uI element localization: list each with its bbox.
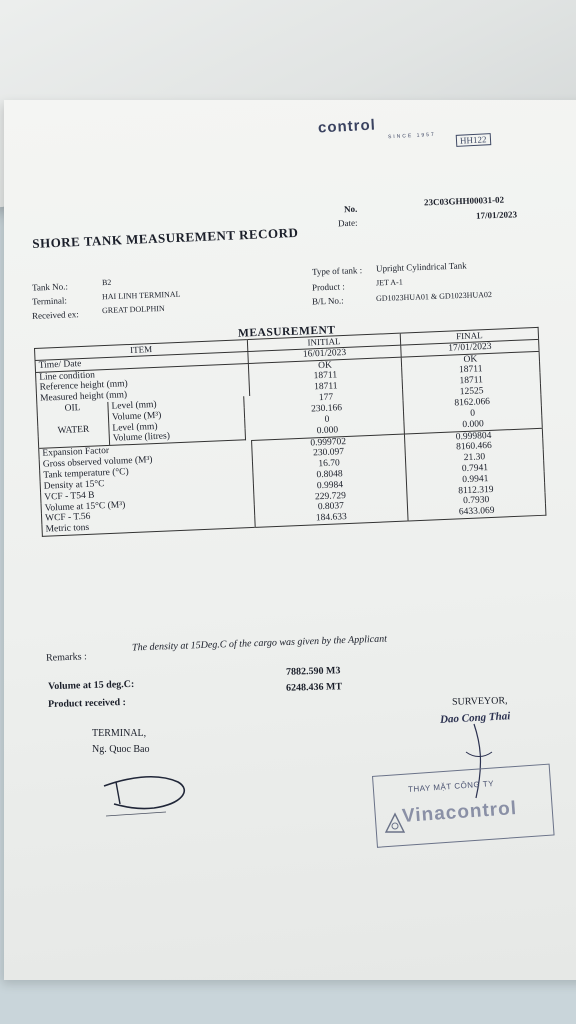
row-initial: 18711 [249, 368, 402, 385]
measurement-title: MEASUREMENT [237, 324, 336, 340]
document-title: SHORE TANK MEASUREMENT RECORD [32, 224, 299, 251]
row-initial: OK [248, 357, 401, 375]
row-initial: 177 [250, 390, 403, 407]
row-initial: 0.8037 [254, 499, 407, 516]
product-label: Product : [311, 281, 345, 293]
terminal-label: Terminal: [31, 295, 68, 307]
remarks-label: Remarks : [45, 651, 88, 664]
measurement-table [34, 327, 546, 537]
date-value: 17/01/2023 [475, 209, 518, 221]
row-initial: 0.000 [251, 422, 404, 440]
row-initial: 18711 [249, 379, 402, 396]
row-final: 0.000 [404, 416, 542, 434]
row-initial: 0.999702 [252, 434, 405, 452]
volume-value: 7882.590 M3 [285, 665, 341, 678]
row-initial: 230.166 [250, 400, 403, 417]
row-final: 18711 [459, 375, 484, 387]
water-label: WATER [57, 424, 90, 436]
row-label: Reference height (mm) [36, 374, 249, 394]
row-label: VCF - T54 B [41, 484, 254, 504]
tank-no-value: B2 [101, 277, 112, 288]
no-label: No. [343, 203, 358, 215]
header-initial: INITIAL [247, 333, 400, 351]
bl-value: GD1023HUA01 & GD1023HUA02 [375, 289, 493, 304]
product-received-value: 6248.436 MT [285, 681, 343, 694]
row-final: 12525 [459, 386, 484, 398]
row-initial: 16.70 [252, 456, 405, 473]
row-final: 8112.319 [458, 484, 494, 497]
terminal-sign-name: Ng. Quoc Bao [92, 744, 150, 755]
terminal-sign-label: TERMINAL, [92, 728, 147, 739]
row-final: 8162.066 [454, 396, 491, 409]
row-final: 8160.466 [456, 441, 493, 453]
stamp-top-text: THAY MẶT CÔNG TY [407, 779, 495, 794]
product-received-label: Product received : [47, 696, 127, 711]
row-initial: 184.633 [255, 510, 408, 528]
received-label: Received ex: [31, 309, 79, 321]
row-label: Volume at 15°C (M³) [41, 495, 254, 515]
received-value: GREAT DOLPHIN [101, 303, 165, 316]
oil-label: OIL [64, 403, 81, 414]
row-final: 0.999804 [455, 430, 492, 443]
row-initial: 0.8048 [253, 467, 406, 484]
row-initial: 16/01/2023 [248, 345, 401, 363]
row-final: 21.30 [463, 452, 486, 464]
row-initial: 230.097 [252, 445, 405, 462]
row-initial: 229.729 [254, 488, 407, 505]
row-final: 0.7941 [461, 463, 489, 475]
row-label: Gross observed volume (M³) [39, 451, 252, 471]
date-label: Date: [337, 217, 358, 229]
row-label: Density at 15°C [40, 473, 253, 493]
form-code-box: HH122 [456, 133, 491, 147]
surveyor-label: SURVEYOR, [451, 695, 508, 708]
row-initial: 0 [251, 411, 404, 428]
header-item: ITEM [35, 340, 248, 361]
remarks-text: The density at 15Deg.C of the cargo was given by the Applicant [131, 633, 388, 654]
tank-no-label: Tank No.: [31, 281, 69, 293]
row-label: Tank temperature (°C) [40, 462, 253, 482]
row-label: Metric tons [42, 516, 255, 536]
row-label: Line condition [36, 363, 249, 383]
row-final: 0 [470, 408, 476, 419]
surveyor-name: Dao Cong Thai [439, 710, 511, 726]
type-label: Type of tank : [311, 265, 363, 277]
type-value: Upright Cylindrical Tank [375, 260, 467, 274]
row-label: Volume (M³) [108, 407, 244, 423]
volume-label: Volume at 15 deg.C: [47, 678, 135, 693]
row-initial: 0.9984 [253, 477, 406, 494]
row-final: 17/01/2023 [401, 339, 539, 357]
terminal-signature [96, 764, 206, 822]
row-final: 6433.069 [458, 506, 495, 518]
row-label: Level (mm) [108, 418, 244, 434]
bl-label: B/L No.: [311, 295, 344, 307]
row-label: WCF - T.56 [41, 505, 254, 525]
row-final: OK [463, 354, 478, 365]
row-label: Volume (litres) [109, 429, 245, 445]
row-label: Level (mm) [107, 396, 243, 412]
row-final: 0.7930 [463, 495, 490, 507]
product-value: JET A-1 [375, 277, 403, 288]
row-final: 0.9941 [462, 473, 489, 486]
no-value: 23C03GHH00031-02 [423, 194, 505, 208]
row-final: 18711 [458, 364, 483, 376]
header-final: FINAL [400, 327, 538, 345]
company-logo: control [317, 116, 377, 137]
row-label: Time/ Date [35, 351, 248, 372]
terminal-value: HAI LINH TERMINAL [101, 289, 181, 302]
row-label: Expansion Factor [39, 440, 252, 460]
stamp-brand-text: Vinacontrol [401, 798, 518, 827]
row-label: Measured height (mm) [36, 385, 249, 405]
logo-since: SINCE 1957 [387, 131, 436, 141]
